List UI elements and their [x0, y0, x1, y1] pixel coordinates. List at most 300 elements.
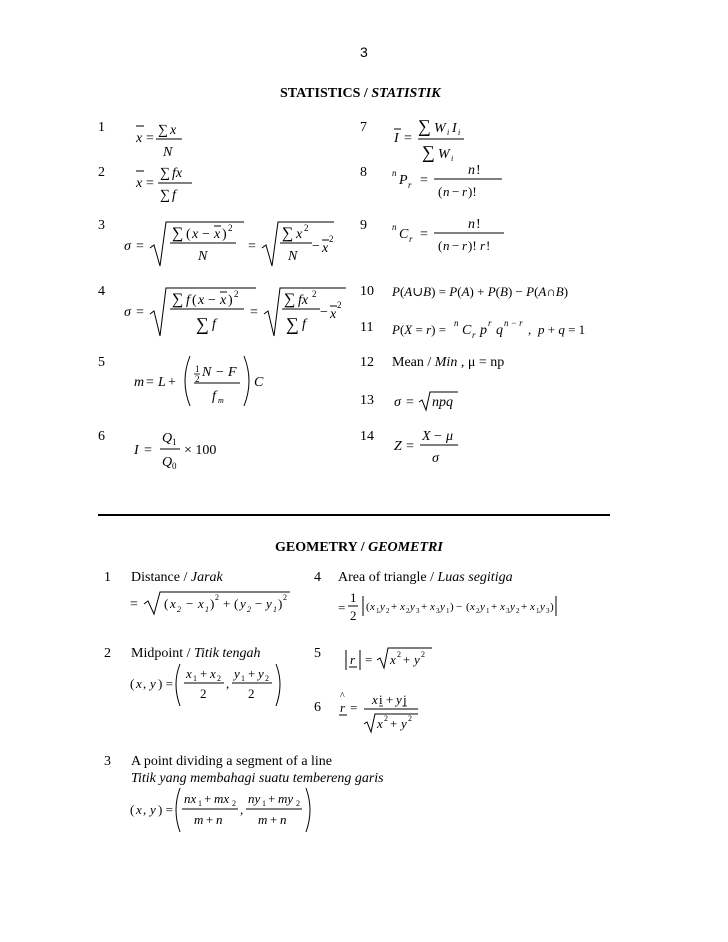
svg-text:−: − — [216, 365, 224, 380]
svg-text:x: x — [214, 227, 221, 242]
svg-text:r: r — [462, 238, 468, 253]
svg-text:my: my — [278, 791, 294, 806]
svg-text:N: N — [163, 145, 173, 160]
svg-text:∑: ∑ — [196, 314, 209, 334]
svg-text:σ: σ — [432, 451, 439, 466]
stat-num-12: 12 — [360, 355, 374, 370]
svg-text:x: x — [136, 131, 143, 146]
svg-text:+: + — [223, 596, 231, 611]
svg-text:−: − — [186, 596, 194, 611]
svg-text:y: y — [234, 666, 240, 681]
midpoint-label — [131, 646, 261, 662]
svg-text:!: ! — [476, 163, 481, 178]
stat-num-1: 1 — [98, 120, 105, 135]
svg-text:1: 1 — [486, 607, 490, 615]
svg-text:−: − — [255, 596, 263, 611]
geometry-title-en: GEOMETRY — [275, 540, 358, 555]
svg-text:n: n — [216, 812, 223, 827]
svg-text:2: 2 — [296, 799, 300, 808]
svg-text:=: = — [404, 131, 412, 146]
svg-text:=: = — [248, 239, 256, 254]
svg-text:x: x — [470, 601, 475, 613]
svg-text:x: x — [377, 716, 383, 731]
svg-text:y: y — [396, 692, 402, 707]
svg-text:σ: σ — [394, 395, 401, 410]
svg-text:) =: ) = — [158, 676, 173, 691]
svg-text:n: n — [443, 238, 450, 253]
formula-area-triangle — [336, 586, 620, 628]
svg-text:C: C — [399, 227, 409, 242]
area-triangle-label-ms: Luas segitiga — [437, 570, 513, 585]
svg-text:n − r: n − r — [504, 318, 523, 328]
svg-text:P: P — [399, 173, 408, 188]
formula-binomial-mean — [392, 355, 504, 371]
svg-text:L: L — [158, 375, 166, 390]
svg-text:+: + — [204, 791, 212, 806]
svg-text:N: N — [202, 365, 212, 380]
svg-text:n: n — [468, 163, 475, 178]
mean-expression: , μ = np — [457, 355, 505, 370]
svg-text:2: 2 — [228, 223, 233, 233]
svg-text:)!: )! — [468, 238, 477, 253]
svg-text:−: − — [456, 601, 463, 613]
svg-text:2: 2 — [304, 223, 309, 233]
svg-text:y: y — [240, 596, 246, 611]
svg-text:n: n — [443, 184, 450, 199]
svg-text:!: ! — [486, 238, 491, 253]
svg-text:=: = — [130, 597, 138, 612]
area-triangle-label — [338, 570, 513, 586]
svg-text:2: 2 — [337, 300, 342, 310]
svg-text:x: x — [136, 802, 142, 817]
svg-text:=: = — [144, 443, 152, 458]
formula-distance — [128, 588, 298, 618]
svg-text:P(A∪B) = P(A) + P(B) − P(A∩B): P(A∪B) = P(A) + P(B) − P(A∩B) — [392, 284, 569, 299]
svg-text:(: ( — [192, 293, 197, 308]
geo-num-2: 2 — [104, 646, 111, 661]
svg-text:x: x — [296, 227, 303, 242]
svg-text:+: + — [403, 652, 411, 667]
svg-text:3: 3 — [546, 607, 550, 615]
svg-text:npq: npq — [432, 395, 453, 410]
svg-text:x: x — [220, 293, 227, 308]
svg-text:2: 2 — [247, 605, 251, 614]
svg-text:r: r — [409, 234, 413, 244]
stat-num-14: 14 — [360, 429, 374, 444]
svg-text:n: n — [280, 812, 287, 827]
svg-text:n: n — [468, 217, 475, 232]
formula-z-score — [392, 426, 472, 468]
svg-text:+: + — [200, 666, 208, 681]
svg-text:+: + — [386, 692, 394, 707]
svg-text:2: 2 — [265, 674, 269, 683]
geo-num-3: 3 — [104, 754, 111, 769]
svg-text:x: x — [170, 596, 176, 611]
svg-text:2: 2 — [421, 650, 425, 659]
svg-text:,: , — [528, 322, 532, 337]
svg-text:x: x — [136, 176, 143, 191]
svg-text:y: y — [401, 716, 407, 731]
statistics-title-sep: / — [360, 86, 372, 101]
svg-text:m: m — [218, 396, 224, 405]
svg-text:μ: μ — [446, 429, 454, 444]
svg-text:W: W — [438, 147, 450, 162]
formula-union-probability — [392, 280, 622, 302]
geometry-heading — [275, 540, 443, 556]
geo-num-6: 6 — [314, 700, 321, 715]
svg-text:+: + — [168, 375, 176, 390]
formula-binomial — [392, 314, 622, 342]
svg-text:+: + — [268, 791, 276, 806]
svg-text:y: y — [150, 802, 156, 817]
svg-text:−: − — [208, 293, 216, 308]
svg-text:σ: σ — [124, 305, 131, 320]
svg-text:2: 2 — [408, 714, 412, 723]
svg-text:∑: ∑ — [282, 225, 294, 242]
svg-text:p + q = 1: p + q = 1 — [538, 322, 586, 337]
svg-text:1: 1 — [446, 607, 450, 615]
stat-num-8: 8 — [360, 165, 367, 180]
svg-text:∑: ∑ — [172, 225, 184, 242]
svg-text:∑: ∑ — [422, 142, 435, 162]
svg-text:1: 1 — [195, 364, 200, 374]
svg-text:x: x — [330, 307, 337, 322]
svg-text:+: + — [206, 812, 214, 827]
svg-text:x: x — [370, 601, 375, 613]
svg-text:3: 3 — [506, 607, 510, 615]
stat-num-5: 5 — [98, 355, 105, 370]
svg-text:nx: nx — [184, 791, 197, 806]
distance-label-ms: Jarak — [190, 570, 223, 585]
svg-text:C: C — [254, 375, 264, 390]
svg-text:x: x — [192, 227, 199, 242]
svg-text:fx: fx — [298, 293, 309, 308]
svg-text:mx: mx — [214, 791, 230, 806]
svg-text:Z: Z — [394, 439, 402, 454]
svg-text:I: I — [134, 443, 139, 458]
formula-median — [130, 352, 280, 410]
svg-text:1: 1 — [536, 607, 540, 615]
stat-num-3: 3 — [98, 218, 105, 233]
stat-num-9: 9 — [360, 218, 367, 233]
stat-num-7: 7 — [360, 120, 367, 135]
svg-text:y: y — [414, 652, 420, 667]
svg-text:−: − — [434, 429, 442, 444]
svg-text:fx: fx — [172, 166, 183, 181]
svg-text:∑: ∑ — [172, 291, 184, 308]
svg-text:=: = — [146, 375, 154, 390]
svg-text:∑: ∑ — [418, 116, 431, 136]
svg-text:2: 2 — [406, 607, 410, 615]
svg-text:): ) — [228, 293, 233, 308]
geo-num-1: 1 — [104, 570, 111, 585]
svg-text:r: r — [340, 700, 346, 715]
svg-text:−: − — [312, 239, 320, 254]
svg-text:2: 2 — [329, 234, 334, 244]
svg-text:y: y — [266, 596, 272, 611]
svg-text:2: 2 — [283, 593, 287, 602]
stat-num-6: 6 — [98, 429, 105, 444]
formula-std-dev-ungrouped — [124, 218, 344, 270]
svg-text:=: = — [350, 700, 358, 715]
svg-text:I: I — [452, 121, 457, 136]
svg-text:q: q — [496, 323, 503, 338]
svg-text:x: x — [372, 692, 378, 707]
svg-text:(: ( — [438, 184, 443, 199]
dividing-point-label-en: A point dividing a segment of a line — [131, 754, 333, 769]
formula-mean-ungrouped — [130, 112, 210, 162]
geometry-title-ms: GEOMETRI — [368, 540, 443, 555]
svg-text:x: x — [530, 601, 535, 613]
svg-text:−: − — [452, 238, 460, 253]
svg-text:(: ( — [466, 601, 470, 613]
svg-text:+: + — [421, 601, 428, 613]
svg-text:+: + — [270, 812, 278, 827]
svg-text:N: N — [198, 249, 208, 264]
svg-text:=: = — [365, 652, 373, 667]
svg-text:+: + — [248, 666, 256, 681]
svg-text:i: i — [379, 692, 383, 707]
svg-text:(: ( — [234, 596, 239, 611]
stat-num-2: 2 — [98, 165, 105, 180]
svg-text:y: y — [150, 676, 156, 691]
svg-text:)!: )! — [468, 184, 477, 199]
svg-text:+: + — [521, 601, 528, 613]
formula-permutation — [392, 160, 512, 206]
svg-text:1: 1 — [198, 799, 202, 808]
svg-text:2: 2 — [386, 607, 390, 615]
formula-mean-grouped — [130, 157, 210, 207]
stat-num-11: 11 — [360, 320, 374, 335]
svg-text:Q: Q — [162, 431, 173, 446]
svg-text:(: ( — [130, 676, 135, 691]
svg-text:=: = — [146, 131, 154, 146]
svg-text:3: 3 — [416, 607, 420, 615]
svg-text:+: + — [390, 716, 398, 731]
svg-text:x: x — [186, 666, 192, 681]
svg-text:(: ( — [130, 802, 135, 817]
svg-text:1: 1 — [172, 437, 177, 447]
formula-index-number — [130, 424, 240, 476]
svg-text:): ) — [450, 601, 454, 613]
svg-text:3: 3 — [436, 607, 440, 615]
svg-text:,: , — [226, 676, 230, 691]
svg-text:∑: ∑ — [160, 166, 170, 181]
svg-text:r: r — [472, 330, 476, 340]
geo-num-5: 5 — [314, 646, 321, 661]
svg-text:(: ( — [164, 596, 169, 611]
svg-text:r: r — [408, 180, 412, 190]
midpoint-label-ms: Titik tengah — [194, 646, 261, 661]
dividing-point-label-ms: Titik yang membahagi suatu tembereng garis — [131, 771, 384, 786]
svg-text:=: = — [420, 173, 428, 188]
svg-text:2: 2 — [234, 289, 239, 299]
svg-text:y: y — [480, 601, 485, 613]
svg-text:x: x — [198, 596, 204, 611]
svg-text:+: + — [491, 601, 498, 613]
svg-text:=: = — [250, 305, 258, 320]
svg-text:i: i — [447, 128, 450, 137]
svg-text:1: 1 — [262, 799, 266, 808]
svg-text:−: − — [202, 227, 210, 242]
svg-text:1: 1 — [193, 674, 197, 683]
svg-text:P(X = r) =: P(X = r) = — [392, 322, 447, 337]
svg-text:−: − — [320, 305, 328, 320]
distance-label — [131, 570, 223, 586]
formula-vector-magnitude — [340, 644, 440, 674]
svg-text:1: 1 — [205, 605, 209, 614]
svg-text:): ) — [222, 227, 227, 242]
page-number: 3 — [360, 44, 368, 60]
stat-num-13: 13 — [360, 393, 374, 408]
svg-text:y: y — [380, 601, 385, 613]
svg-text:∑: ∑ — [160, 188, 170, 203]
mean-label-ms: Min — [434, 355, 458, 370]
svg-text:1: 1 — [241, 674, 245, 683]
svg-text:(: ( — [438, 238, 443, 253]
svg-text:W: W — [434, 121, 446, 136]
svg-text:x: x — [390, 652, 396, 667]
geo-num-4: 4 — [314, 570, 321, 585]
svg-text:y: y — [258, 666, 264, 681]
svg-text:=: = — [338, 600, 346, 615]
svg-text:f: f — [302, 317, 306, 332]
svg-text:m: m — [134, 375, 145, 390]
svg-text:2: 2 — [217, 674, 221, 683]
svg-text:n: n — [392, 168, 397, 178]
svg-text:x: x — [198, 293, 205, 308]
svg-text:2: 2 — [397, 650, 401, 659]
svg-text:n: n — [454, 318, 459, 328]
svg-text:f: f — [212, 389, 216, 404]
svg-text:(: ( — [186, 227, 191, 242]
svg-text:2: 2 — [516, 607, 520, 615]
svg-text:0: 0 — [172, 461, 177, 471]
svg-text:j: j — [403, 692, 407, 707]
svg-text:x: x — [210, 666, 216, 681]
area-triangle-label-en: Area of triangle / — [338, 570, 438, 585]
svg-text:=: = — [136, 305, 144, 320]
svg-text:y: y — [410, 601, 415, 613]
svg-text:f: f — [186, 293, 190, 308]
formula-std-dev-grouped — [124, 284, 354, 340]
svg-text:(: ( — [366, 601, 370, 613]
svg-text:=: = — [146, 176, 154, 191]
svg-text:,: , — [240, 802, 244, 817]
mean-label-en: Mean / — [392, 355, 435, 370]
svg-text:+: + — [391, 601, 398, 613]
svg-text:2: 2 — [215, 593, 219, 602]
svg-text:p: p — [480, 323, 487, 338]
svg-text:n: n — [392, 222, 397, 232]
svg-text:r: r — [480, 238, 486, 253]
svg-text:r: r — [462, 184, 468, 199]
distance-label-en: Distance / — [131, 570, 191, 585]
svg-text:1: 1 — [376, 607, 380, 615]
svg-text:x: x — [500, 601, 505, 613]
svg-text:=: = — [406, 439, 414, 454]
svg-text:∑: ∑ — [286, 314, 299, 334]
svg-text:): ) — [550, 601, 554, 613]
svg-text:=: = — [406, 395, 414, 410]
svg-text:x: x — [322, 241, 329, 256]
svg-text:x: x — [136, 676, 142, 691]
statistics-heading — [280, 86, 441, 102]
svg-text:x: x — [170, 123, 177, 138]
svg-text:i: i — [451, 154, 454, 163]
stat-num-10: 10 — [360, 284, 374, 299]
svg-text:σ: σ — [124, 239, 131, 254]
svg-text:2: 2 — [195, 374, 200, 384]
svg-text:Q: Q — [162, 455, 173, 470]
stat-num-4: 4 — [98, 284, 105, 299]
svg-text:f: f — [212, 317, 216, 332]
formula-composite-index — [392, 112, 492, 164]
svg-text:2: 2 — [384, 714, 388, 723]
formula-unit-vector — [338, 690, 448, 736]
svg-text:=: = — [420, 227, 428, 242]
svg-text:x: x — [400, 601, 405, 613]
svg-text:N: N — [288, 249, 298, 264]
svg-text:r: r — [350, 652, 356, 667]
svg-text:2: 2 — [200, 686, 207, 701]
svg-text:f: f — [172, 188, 176, 203]
svg-text:2: 2 — [177, 605, 181, 614]
svg-text:i: i — [458, 128, 461, 137]
svg-text:): ) — [278, 596, 283, 611]
svg-text:2: 2 — [350, 608, 357, 623]
formula-combination — [392, 214, 512, 260]
formula-midpoint — [128, 662, 298, 710]
statistics-title-ms: STATISTIK — [371, 86, 441, 101]
svg-text:X: X — [422, 429, 431, 444]
svg-text:2: 2 — [248, 686, 255, 701]
svg-text:F: F — [228, 365, 237, 380]
svg-text:I: I — [394, 131, 399, 146]
svg-text:∑: ∑ — [284, 291, 296, 308]
svg-text:m: m — [194, 812, 204, 827]
svg-text:∑: ∑ — [158, 123, 168, 138]
svg-text:2: 2 — [312, 289, 317, 299]
svg-text:) =: ) = — [158, 802, 173, 817]
formula-dividing-point — [128, 786, 328, 836]
svg-text:y: y — [440, 601, 445, 613]
svg-text:r: r — [488, 318, 492, 328]
svg-text:=: = — [136, 239, 144, 254]
svg-text:ny: ny — [248, 791, 261, 806]
svg-text:,: , — [143, 802, 147, 817]
svg-text:m: m — [258, 812, 268, 827]
svg-text:y: y — [510, 601, 515, 613]
svg-text:^: ^ — [340, 691, 345, 702]
geometry-title-sep: / — [357, 540, 369, 555]
section-divider — [98, 514, 610, 516]
svg-text:,: , — [143, 676, 147, 691]
svg-text:y: y — [540, 601, 545, 613]
svg-text:2: 2 — [476, 607, 480, 615]
svg-text:C: C — [462, 323, 472, 338]
svg-text:2: 2 — [232, 799, 236, 808]
statistics-title-en: STATISTICS — [280, 86, 361, 101]
svg-text:1: 1 — [350, 590, 357, 605]
midpoint-label-en: Midpoint / — [131, 646, 195, 661]
formula-binomial-std-dev — [392, 388, 472, 414]
svg-text:−: − — [452, 184, 460, 199]
svg-text:x: x — [430, 601, 435, 613]
svg-text:!: ! — [476, 217, 481, 232]
svg-text:): ) — [210, 596, 215, 611]
svg-text:1: 1 — [273, 605, 277, 614]
